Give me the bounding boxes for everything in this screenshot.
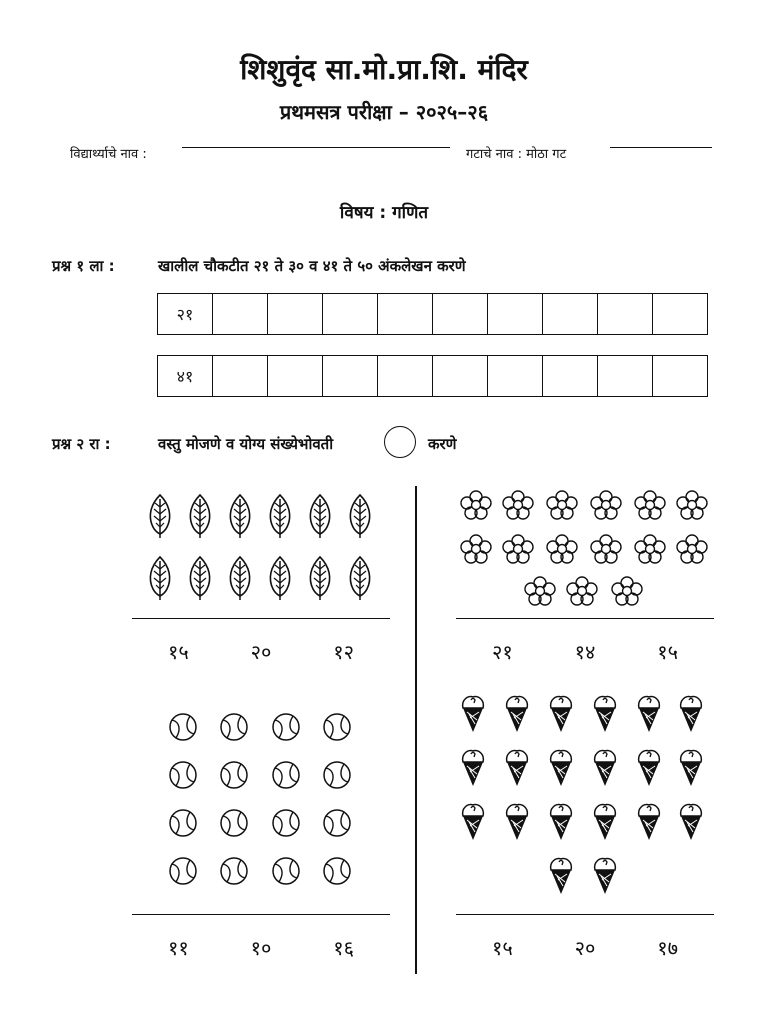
- leaf-icon: [227, 555, 253, 601]
- flower-icon: [524, 576, 556, 606]
- flower-icon: [590, 490, 622, 520]
- icecream-icon: [592, 748, 618, 788]
- ball-icon: [168, 808, 198, 838]
- count-option[interactable]: १७: [657, 936, 678, 960]
- grid-cell[interactable]: [488, 294, 543, 334]
- icecream-icon: [592, 856, 618, 896]
- icecream-icon: [636, 694, 662, 734]
- count-option[interactable]: २१: [492, 640, 513, 664]
- grid-cell[interactable]: [268, 356, 323, 396]
- grid-cell[interactable]: [598, 294, 653, 334]
- flower-icon: [676, 490, 708, 520]
- count-option[interactable]: १६: [333, 936, 354, 960]
- ball-icon: [219, 712, 249, 742]
- q1-text: खालील चौकटीत २१ ते ३० व ४१ ते ५० अंकलेखन करणे: [158, 257, 466, 275]
- panel-divider: [415, 486, 417, 974]
- q2-text-end: करणे: [428, 435, 457, 453]
- count-option[interactable]: १५: [657, 640, 678, 664]
- count-option[interactable]: १५: [492, 936, 513, 960]
- ball-icon: [322, 856, 352, 886]
- count-option[interactable]: ११: [168, 936, 189, 960]
- ball-icon: [271, 712, 301, 742]
- number-grid-row-2: [157, 355, 708, 397]
- flower-icon: [460, 534, 492, 564]
- options-flowers: [492, 638, 678, 665]
- ball-icon: [271, 856, 301, 886]
- ball-icon: [168, 856, 198, 886]
- icecream-icon: [592, 694, 618, 734]
- subject-heading: विषय : गणित: [339, 203, 429, 223]
- leaf-icon: [267, 493, 293, 539]
- count-option[interactable]: १२: [333, 640, 354, 664]
- grid-cell[interactable]: [653, 356, 707, 396]
- leaf-icon: [347, 493, 373, 539]
- panel-line: [456, 914, 714, 915]
- panel-line: [132, 914, 390, 915]
- grid-cell[interactable]: [268, 294, 323, 334]
- icecream-icon: [504, 694, 530, 734]
- grid-cell[interactable]: [598, 356, 653, 396]
- icecream-icon: [678, 694, 704, 734]
- exam-title: प्रथमसत्र परीक्षा – २०२५–२६: [279, 100, 489, 124]
- grid-cell[interactable]: [433, 294, 488, 334]
- icecream-icon: [460, 694, 486, 734]
- options-leaves: [168, 638, 354, 665]
- group-name-label: गटाचे नाव : मोठा गट: [466, 147, 567, 162]
- leaf-icon: [307, 555, 333, 601]
- q2-text: वस्तु मोजणे व योग्य संख्येभोवती: [158, 435, 334, 453]
- leaf-icon: [347, 555, 373, 601]
- ball-icon: [168, 760, 198, 790]
- count-option[interactable]: १५: [168, 640, 189, 664]
- count-option[interactable]: २०: [574, 936, 596, 960]
- icecream-icon: [460, 748, 486, 788]
- icecream-icon: [548, 856, 574, 896]
- ball-icon: [322, 760, 352, 790]
- grid-cell[interactable]: [543, 294, 598, 334]
- grid-cell[interactable]: [543, 356, 598, 396]
- icecream-icon: [548, 748, 574, 788]
- panel-balls: [132, 708, 390, 888]
- flower-icon: [546, 534, 578, 564]
- ball-icon: [271, 760, 301, 790]
- grid-cell-start: २१: [158, 294, 213, 334]
- school-title: शिशुवृंद सा.मो.प्रा.शि. मंदिर: [240, 53, 528, 86]
- ball-icon: [219, 760, 249, 790]
- icecream-icon: [548, 802, 574, 842]
- options-balls: [168, 934, 354, 961]
- leaf-icon: [187, 555, 213, 601]
- grid-cell[interactable]: [653, 294, 707, 334]
- count-option[interactable]: १०: [250, 936, 272, 960]
- icecream-icon: [636, 802, 662, 842]
- leaf-icon: [147, 493, 173, 539]
- icecream-icon: [460, 802, 486, 842]
- ball-icon: [168, 712, 198, 742]
- panel-line: [456, 618, 714, 619]
- options-icecreams: [492, 934, 678, 961]
- grid-cell[interactable]: [488, 356, 543, 396]
- leaf-icon: [187, 493, 213, 539]
- ball-icon: [322, 808, 352, 838]
- grid-cell-start: ४१: [158, 356, 213, 396]
- student-name-field[interactable]: [182, 147, 450, 148]
- leaf-icon: [147, 555, 173, 601]
- q1-number: प्रश्न १ ला :: [52, 257, 115, 275]
- ball-icon: [219, 808, 249, 838]
- flower-icon: [460, 490, 492, 520]
- grid-cell[interactable]: [213, 356, 268, 396]
- grid-cell[interactable]: [378, 356, 433, 396]
- icecream-icon: [548, 694, 574, 734]
- grid-cell[interactable]: [433, 356, 488, 396]
- circle-icon: [384, 426, 416, 458]
- grid-cell[interactable]: [323, 356, 378, 396]
- flower-icon: [634, 534, 666, 564]
- icecream-icon: [504, 748, 530, 788]
- panel-flowers: [456, 488, 714, 613]
- flower-icon: [590, 534, 622, 564]
- icecream-icon: [592, 802, 618, 842]
- flower-icon: [676, 534, 708, 564]
- flower-icon: [611, 576, 643, 606]
- number-grid-row-1: [157, 293, 708, 335]
- icecream-icon: [504, 802, 530, 842]
- count-option[interactable]: १४: [574, 640, 596, 664]
- leaf-icon: [307, 493, 333, 539]
- leaf-icon: [267, 555, 293, 601]
- ball-icon: [219, 856, 249, 886]
- panel-leaves: [132, 488, 390, 613]
- q2-number: प्रश्न २ रा :: [52, 435, 111, 453]
- icecream-icon: [636, 748, 662, 788]
- ball-icon: [271, 808, 301, 838]
- icecream-icon: [678, 802, 704, 842]
- flower-icon: [634, 490, 666, 520]
- ball-icon: [322, 712, 352, 742]
- flower-icon: [502, 534, 534, 564]
- panel-line: [132, 618, 390, 619]
- flower-icon: [566, 576, 598, 606]
- flower-icon: [546, 490, 578, 520]
- group-name-line: [610, 147, 712, 148]
- flower-icon: [502, 490, 534, 520]
- icecream-icon: [678, 748, 704, 788]
- student-name-label: विद्यार्थ्याचे नाव :: [70, 147, 147, 162]
- panel-icecreams: [456, 690, 714, 905]
- grid-cell[interactable]: [323, 294, 378, 334]
- leaf-icon: [227, 493, 253, 539]
- grid-cell[interactable]: [213, 294, 268, 334]
- count-option[interactable]: २०: [250, 640, 272, 664]
- grid-cell[interactable]: [378, 294, 433, 334]
